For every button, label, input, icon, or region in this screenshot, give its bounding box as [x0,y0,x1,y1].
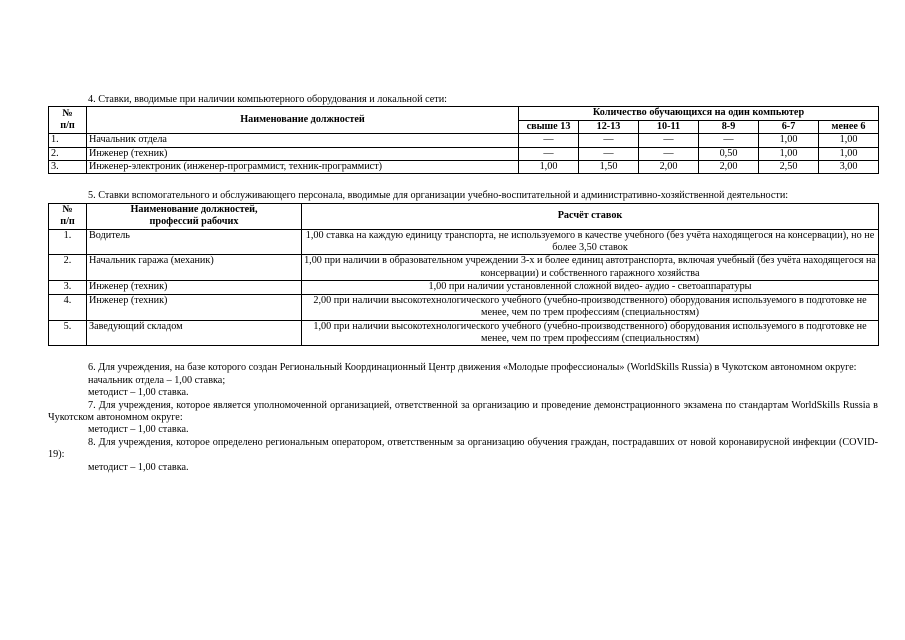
row-value: 1,00 [759,147,819,160]
row-value: — [519,147,579,160]
row-position: Инженер (техник) [87,294,302,320]
section6-text: 6. Для учреждения, на базе которого создан Региональный Координационный Центр движения «Молодые профессионалы» (WorldSkills Russia) в Чукотском автономном округе: [88,362,857,374]
row-calculation: 2,00 при наличии высокотехнологического учебного (учебно-производственного) оборудования используемого в подготовке не менее, чем по трем профессиям (специальностям) [302,294,879,320]
row-position: Начальник отдела [87,134,519,147]
row-calculation: 1,00 при наличии высокотехнологического учебного (учебно-производственного) оборудования используемого в подготовке не менее, чем по трем профессиям (специальностям) [302,320,879,346]
sub-col-header: 6-7 [759,120,819,133]
row-value: 2,00 [639,161,699,174]
col-group-header: Количество обучающихся на один компьютер [519,107,879,120]
row-number: 3. [49,161,87,174]
row-value: — [579,134,639,147]
row-value: 1,00 [759,134,819,147]
section8-text: 8. Для учреждения, которое определено региональным оператором, ответственным за организацию обучения граждан, пострадавших от новой коронавирусной инфекции (COVID-19): [48,436,878,461]
table-row [49,255,879,281]
row-value: 2,00 [699,161,759,174]
row-value: — [639,134,699,147]
table-row [49,134,879,147]
row-value: — [639,147,699,160]
row-value: 2,50 [759,161,819,174]
support-staff-table [48,203,879,346]
row-value: 0,50 [699,147,759,160]
section7-text: 7. Для учреждения, которое является уполномоченной организацией, ответственной за организацию и проведение демонстрационного экзамена по стандартам WorldSkills Russia в Чукотском автономном округе: [48,399,878,423]
col-number-header: № п/п [49,107,87,134]
row-value: 1,00 [519,161,579,174]
section6-item-1: начальник отдела – 1,00 ставка; [88,374,226,386]
table-row [49,229,879,255]
row-position: Инженер (техник) [87,147,519,160]
row-calculation: 1,00 при наличии установленной сложной видео- аудио - светоаппаратуры [302,281,879,294]
col-position-header: Наименование должностей [87,107,519,134]
table-row [49,281,879,294]
row-calculation: 1,00 ставка на каждую единицу транспорта, не используемого в качестве учебного (без учёта находящегося на консервации), но не более 3,50 ставок [302,229,879,255]
row-number: 4. [49,294,87,320]
sub-col-header: менее 6 [819,120,879,133]
row-number: 5. [49,320,87,346]
row-position: Инженер-электроник (инженер-программист, техник-программист) [87,161,519,174]
row-position: Заведующий складом [87,320,302,346]
col-position-header: Наименование должностей, профессий рабочих [87,203,302,229]
table-row [49,161,879,174]
table-row [49,294,879,320]
row-number: 1. [49,229,87,255]
row-number: 2. [49,147,87,160]
row-position: Инженер (техник) [87,281,302,294]
row-calculation: 1,00 при наличии в образовательном учреждении 3-х и более единиц автотранспорта, включая учебный (без учёта находящегося на консервации) и собственного гаражного хозяйства [302,255,879,281]
table-row [49,320,879,346]
row-value: 3,00 [819,161,879,174]
sub-col-header: 8-9 [699,120,759,133]
computer-staff-table [48,106,879,174]
row-number: 1. [49,134,87,147]
section8 [48,437,878,474]
row-value: — [699,134,759,147]
sub-col-header: 12-13 [579,120,639,133]
row-position: Начальник гаража (механик) [87,255,302,281]
row-value: — [579,147,639,160]
col-calc-header: Расчёт ставок [302,203,879,229]
section4-heading: 4. Ставки, вводимые при наличии компьютерного оборудования и локальной сети: [88,94,447,105]
section8-item-1: методист – 1,00 ставка. [88,461,189,473]
document-page [48,94,878,474]
row-value: 1,00 [819,147,879,160]
sub-col-header: 10-11 [639,120,699,133]
section6-item-2: методист – 1,00 ставка. [88,387,189,399]
section6 [48,362,878,399]
row-value: 1,00 [819,134,879,147]
sub-col-header: свыше 13 [519,120,579,133]
section7-item-1: методист – 1,00 ставка. [88,424,189,436]
row-value: — [519,134,579,147]
row-number: 2. [49,255,87,281]
row-value: 1,50 [579,161,639,174]
section5-heading: 5. Ставки вспомогательного и обслуживающего персонала, вводимые для организации учебно-воспитательной и административно-хозяйственной деятельности: [88,190,789,202]
row-position: Водитель [87,229,302,255]
table-row [49,147,879,160]
section7 [48,400,878,437]
col-number-header: № п/п [49,203,87,229]
row-number: 3. [49,281,87,294]
